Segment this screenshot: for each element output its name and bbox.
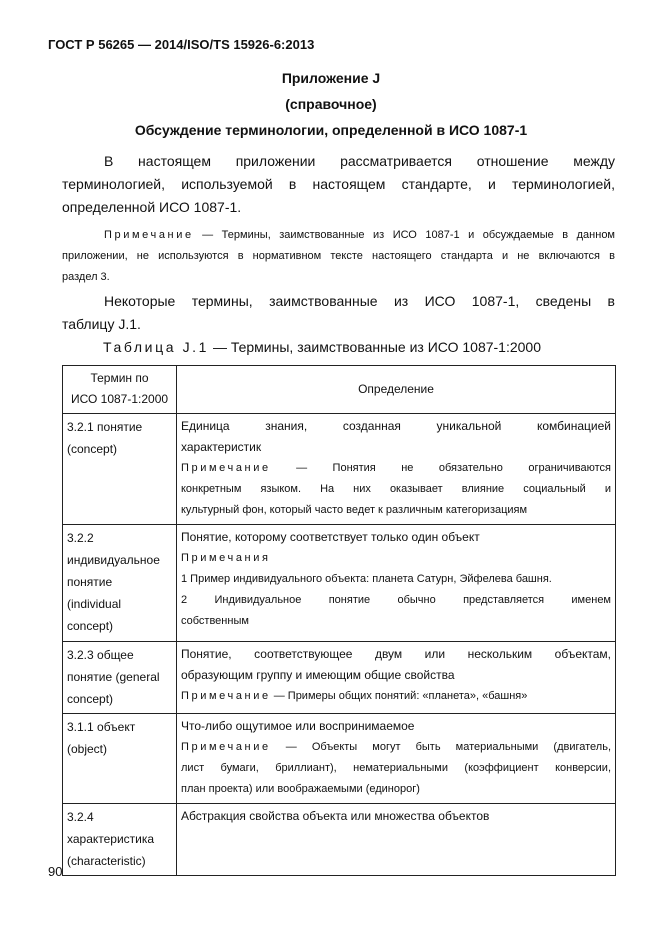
table-row <box>63 642 616 714</box>
note-first-line <box>62 225 615 246</box>
term-line: понятие <box>67 575 113 589</box>
note-label: Примечание <box>181 741 271 753</box>
term-line: 3.2.3 общее <box>67 648 134 662</box>
table-row <box>63 414 616 525</box>
definition-note-first <box>181 737 611 758</box>
definition-note-line: лист бумаги, бриллиант), нематериальными (коэффициент конверсии, <box>181 762 611 774</box>
page-number: 90 <box>48 864 63 879</box>
definition-line: характеристик <box>181 440 262 454</box>
term-line: характеристика <box>67 832 155 846</box>
para-line: Некоторые термины, заимствованные из ИСО 1087-1, сведены в <box>104 293 615 309</box>
definition-text <box>181 716 611 737</box>
header-term-line: Термин по <box>90 371 149 385</box>
note-text: — Примеры общих понятий: «планета», «башня» <box>270 690 528 702</box>
definition-cell <box>177 804 616 876</box>
definition-text <box>181 527 611 548</box>
table-caption-label: Таблица J.1 <box>103 339 210 355</box>
term-cell <box>63 525 177 642</box>
definition-line: Понятие, соответствующее двум или нескольким объектам, <box>181 647 611 661</box>
definition-note <box>181 458 611 521</box>
definition-note <box>181 686 611 707</box>
intro-line: В настоящем приложении рассматривается отношение между <box>104 153 615 169</box>
term-cell <box>63 714 177 804</box>
note-label: Примечание <box>104 229 194 241</box>
note-label: Примечание <box>181 462 271 474</box>
definition-note-item: 2 Индивидуальное понятие обычно представляется именем <box>181 594 611 606</box>
para-line: таблицу J.1. <box>62 316 141 332</box>
header-term-line: ИСО 1087-1:2000 <box>70 392 169 406</box>
definition-note <box>181 548 611 632</box>
term-cell <box>63 414 177 525</box>
note-text: — Объекты могут быть материальными (двигатель, <box>270 741 611 753</box>
definition-note-line: конкретным языком. На них оказывает влияние социальный и <box>181 483 611 495</box>
term-cell <box>63 642 177 714</box>
term-line: понятие (general <box>67 670 160 684</box>
definition-line: Понятие, которому соответствует только один объект <box>181 530 480 544</box>
term-line: индивидуальное <box>67 553 160 567</box>
note-label: Примечания <box>181 552 271 564</box>
definition-line: Единица знания, созданная уникальной комбинацией <box>181 419 611 433</box>
definition-text <box>181 806 611 827</box>
definition-cell <box>177 642 616 714</box>
definition-cell <box>177 714 616 804</box>
definition-note <box>181 737 611 800</box>
header-term-cell <box>63 366 177 414</box>
document-code: ГОСТ Р 56265 — 2014/ISO/TS 15926-6:2013 <box>48 37 315 52</box>
term-line: (object) <box>67 742 108 756</box>
definition-note-first <box>181 686 611 707</box>
intro-line: терминологией, используемой в настоящем стандарте, и терминологией, <box>62 176 615 192</box>
definition-note-line: собственным <box>181 615 249 627</box>
definition-note-first <box>181 458 611 479</box>
terms-table <box>62 365 616 876</box>
term-line: 3.1.1 объект <box>67 720 136 734</box>
intro-paragraph <box>62 150 615 219</box>
appendix-heading: Обсуждение терминологии, определенной в ИСО 1087-1 <box>134 122 528 138</box>
header-definition-cell: Определение <box>177 366 616 414</box>
table-row <box>63 525 616 642</box>
definition-line: Что-либо ощутимое или воспринимаемое <box>181 719 415 733</box>
appendix-subtitle: (справочное) <box>285 96 377 112</box>
definition-note-item: 1 Пример индивидуального объекта: планета Сатурн, Эйфелева башня. <box>181 573 552 585</box>
note-line: раздел 3. <box>62 271 110 283</box>
definition-cell <box>177 414 616 525</box>
definition-note-line: культурный фон, который часто ведет к различным категоризациям <box>181 504 528 516</box>
term-line: concept) <box>67 692 114 706</box>
term-line: (individual <box>67 597 122 611</box>
note-paragraph <box>62 225 615 288</box>
table-row <box>63 804 616 876</box>
table-row <box>63 714 616 804</box>
definition-note-first <box>181 548 611 569</box>
definition-text <box>181 416 611 458</box>
term-line: (characteristic) <box>67 854 146 868</box>
definition-line: образующим группу и имеющим общие свойства <box>181 668 455 682</box>
note-text: — Термины, заимствованные из ИСО 1087-1 и обсуждаемые в данном <box>193 229 615 241</box>
para-table-ref <box>62 290 615 336</box>
term-line: 3.2.2 <box>67 531 94 545</box>
table-header-row <box>63 366 616 414</box>
term-cell <box>63 804 177 876</box>
definition-note-line: план проекта) или воображаемыми (единорог) <box>181 783 420 795</box>
appendix-title: Приложение J <box>281 70 381 86</box>
definition-cell <box>177 525 616 642</box>
table-caption-text: — Термины, заимствованные из ИСО 1087-1:2000 <box>209 339 541 355</box>
definition-line: Абстракция свойства объекта или множества объектов <box>181 809 490 823</box>
term-line: 3.2.4 <box>67 810 94 824</box>
definition-text <box>181 644 611 686</box>
note-text: — Понятия не обязательно ограничиваются <box>270 462 611 474</box>
note-line: приложении, не используются в нормативном тексте настоящего стандарта и не включаются в <box>62 250 615 262</box>
note-label: Примечание <box>181 690 271 702</box>
term-line: 3.2.1 понятие <box>67 420 143 434</box>
term-line: (concept) <box>67 442 118 456</box>
table-caption <box>103 339 541 355</box>
intro-line: определенной ИСО 1087-1. <box>62 199 242 215</box>
term-line: concept) <box>67 619 114 633</box>
